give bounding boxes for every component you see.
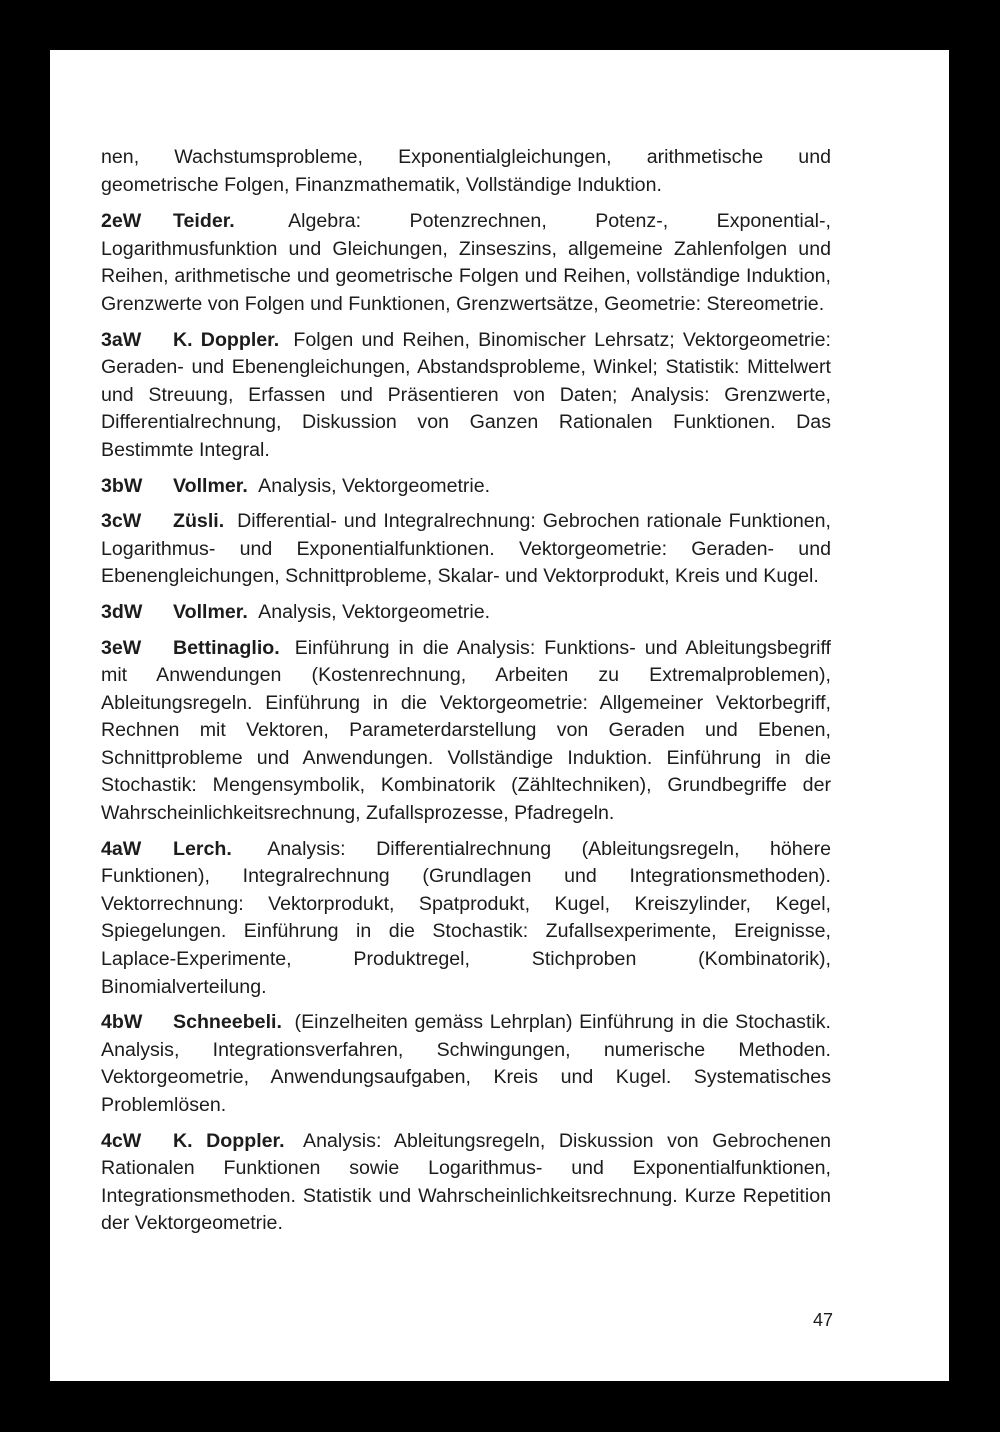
entry-text: Analysis, Vektorgeometrie. xyxy=(258,600,491,623)
entry-3bw xyxy=(101,473,831,501)
intro-paragraph: nen, Wachstumsprobleme, Exponentialgleichungen, arithmetische und geometrische Folgen, Finanzmathematik, Vollständige Induktion. xyxy=(101,146,831,196)
entry-text: Differential- und Integralrechnung: Gebrochen rationale Funktionen, Logarithmus- und Exponentialfunktionen. Vektorgeometrie: Geraden- und Ebenengleichungen, Schnittprobleme, Skalar- und Vektorprodukt, Kreis und Kugel. xyxy=(101,510,831,588)
class-code: 3cW xyxy=(101,510,142,533)
teacher-name: Lerch. xyxy=(173,837,232,860)
class-code: 4aW xyxy=(101,837,142,860)
document-page xyxy=(50,50,949,1381)
teacher-name: Züsli. xyxy=(173,510,225,533)
teacher-name: K. Doppler. xyxy=(173,328,280,351)
page-number: 47 xyxy=(812,1310,833,1330)
entry-text: Analysis, Vektorgeometrie. xyxy=(258,474,491,497)
entry-text: (Einzelheiten gemäss Lehrplan) Einführung in die Stochastik. Analysis, Integrationsverfahren, Schwingungen, numerische Methoden. Vektorgeometrie, Anwendungsaufgaben, Kreis und Kugel. Systematisches Problemlösen. xyxy=(101,1011,831,1116)
class-code: 4bW xyxy=(101,1011,143,1034)
teacher-name: Vollmer. xyxy=(173,474,248,497)
class-code: 3aW xyxy=(101,328,142,351)
class-code: 3dW xyxy=(101,600,143,623)
entry-4cw xyxy=(101,1128,831,1238)
entry-text: Einführung in die Analysis: Funktions- und Ableitungsbegriff mit Anwendungen (Kostenrechnung, Arbeiten zu Extremalproblemen), Ableitungsregeln. Einführung in die Vektorgeometrie: Allgemeiner Vektorbegriff, Rechnen mit Vektoren, Parameterdarstellung von Geraden und Ebenen, Schnittprobleme und Anwendungen. Vollständige Induktion. Einführung in die Stochastik: Mengensymbolik, Kombinatorik (Zähltechniken), Grundbegriffe der Wahrscheinlichkeitsrechnung, Zufallsprozesse, Pfadregeln. xyxy=(101,636,832,825)
entry-text: Analysis: Differentialrechnung (Ableitungsregeln, höhere Funktionen), Integralrechnung (Grundlagen und Integrationsmethoden). Vektorrechnung: Vektorprodukt, Spatprodukt, Kugel, Kreiszylinder, Kegel, Spiegelungen. Einführung in die Stochastik: Zufallsexperimente, Ereignisse, Laplace-Experimente, Produktregel, Stichproben (Kombinatorik), Binomialverteilung. xyxy=(101,837,831,998)
entry-text: Algebra: Potenzrechnen, Potenz-, Exponential-, Logarithmusfunktion und Gleichungen, Zinseszins, allgemeine Zahlenfolgen und Reihen, arithmetische und geometrische Folgen und Reihen, vollständige Induktion, Grenzwerte von Folgen und Funktionen, Grenzwertsätze, Geometrie: Stereometrie. xyxy=(101,210,831,315)
entry-3cw xyxy=(101,508,831,591)
entry-3aw xyxy=(101,327,831,465)
class-code: 3eW xyxy=(101,636,142,659)
teacher-name: Vollmer. xyxy=(173,600,248,623)
teacher-name: Teider. xyxy=(173,210,235,233)
teacher-name: Schneebeli. xyxy=(173,1011,282,1034)
body-text xyxy=(101,144,831,1246)
teacher-name: Bettinaglio. xyxy=(173,636,280,659)
class-code: 4cW xyxy=(101,1129,142,1152)
class-code: 2eW xyxy=(101,210,142,233)
teacher-name: K. Doppler. xyxy=(173,1129,285,1152)
entry-4bw xyxy=(101,1009,831,1119)
entry-text: Analysis: Ableitungsregeln, Diskussion von Gebrochenen Rationalen Funktionen sowie Logarithmus- und Exponentialfunktionen, Integrationsmethoden. Statistik und Wahrscheinlichkeitsrechnung. Kurze Repetition der Vektorgeometrie. xyxy=(101,1129,831,1235)
entry-3dw xyxy=(101,599,831,627)
class-code: 3bW xyxy=(101,474,143,497)
entry-4aw xyxy=(101,836,831,1002)
entry-2ew xyxy=(101,208,831,318)
entry-3ew xyxy=(101,635,831,828)
entry-text: Folgen und Reihen, Binomischer Lehrsatz; Vektorgeometrie: Geraden- und Ebenengleichungen, Abstandsprobleme, Winkel; Statistik: Mittelwert und Streuung, Erfassen und Präsentieren von Daten; Analysis: Grenzwerte, Differentialrechnung, Diskussion von Ganzen Rationalen Funktionen. Das Bestimmte Integral. xyxy=(101,328,831,461)
